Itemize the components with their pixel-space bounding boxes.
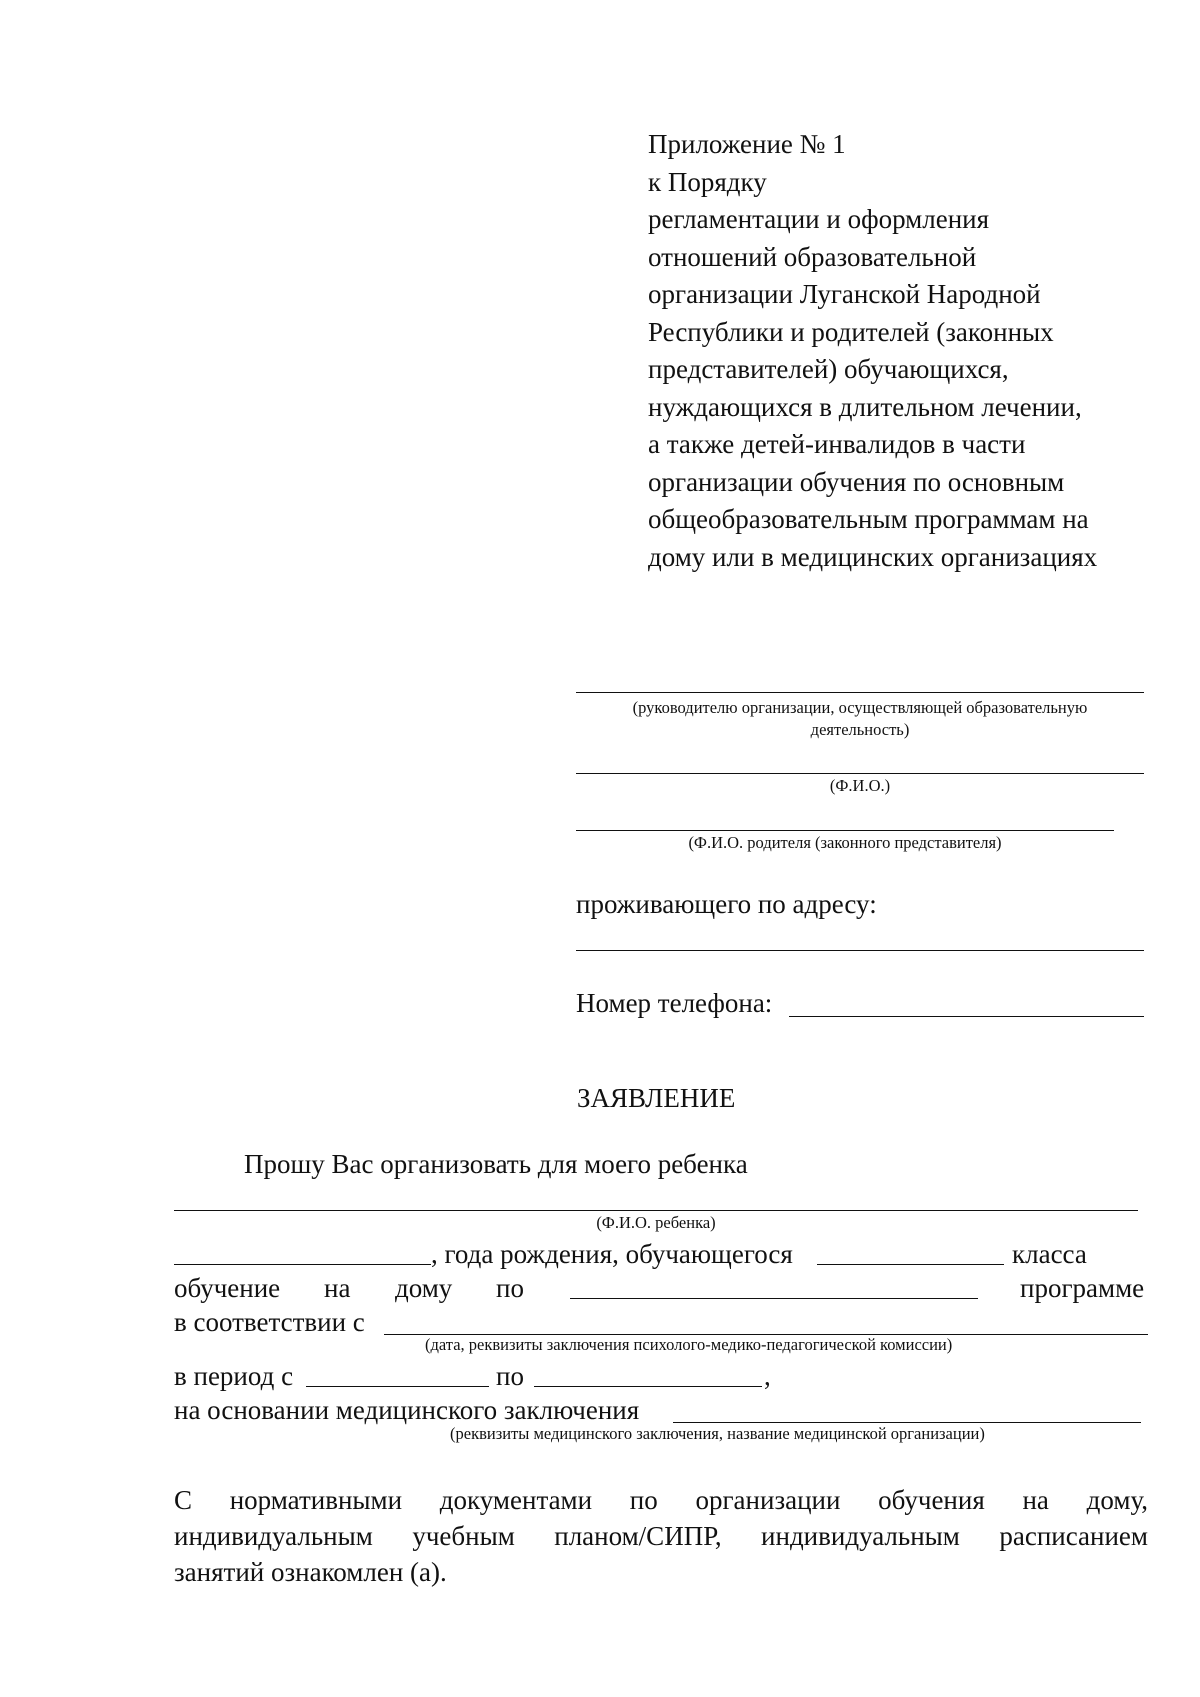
address-label: проживающего по адресу:	[576, 889, 877, 919]
appendix-line: Республики и родителей (законных	[648, 316, 1054, 347]
program-text: программе	[1020, 1273, 1145, 1303]
phone-line[interactable]	[789, 1016, 1144, 1017]
head-name-line[interactable]	[576, 692, 1144, 693]
appendix-line: регламентации и оформления	[648, 204, 990, 234]
birth-year-line[interactable]	[174, 1264, 431, 1265]
class-text: класса	[1012, 1239, 1087, 1269]
ack-line: индивидуальным учебным планом/СИПР, индивидуальным расписанием	[174, 1521, 1148, 1551]
appendix-line: нуждающихся в длительном лечении,	[648, 391, 1082, 422]
head-caption-line: деятельность)	[810, 720, 910, 739]
training-word: по	[496, 1273, 524, 1303]
head-fio-line[interactable]	[576, 773, 1144, 774]
appendix-line: к Порядку	[648, 166, 767, 197]
head-caption	[576, 697, 1144, 741]
period-end-punct: ,	[764, 1361, 771, 1391]
training-word: дому	[395, 1273, 453, 1303]
period-to-line[interactable]	[534, 1386, 762, 1387]
head-fio-caption: (Ф.И.О.)	[829, 776, 891, 795]
period-from-text: в период с	[174, 1361, 294, 1391]
appendix-block	[648, 126, 1097, 576]
appendix-line: Приложение № 1	[648, 129, 846, 159]
appendix-line: организации Луганской Народной	[648, 279, 1041, 309]
appendix-line: общеобразовательным программам на	[648, 504, 1089, 534]
appendix-line: отношений образовательной	[648, 241, 977, 272]
document-title: ЗАЯВЛЕНИЕ	[577, 1083, 736, 1113]
training-word: на	[324, 1273, 351, 1303]
appendix-line: организации обучения по основным	[648, 466, 1065, 497]
parent-fio-caption: (Ф.И.О. родителя (законного представителя)	[688, 833, 1002, 852]
appendix-line: дому или в медицинских организациях	[648, 541, 1098, 572]
period-to-text: по	[496, 1361, 524, 1391]
class-line[interactable]	[817, 1264, 1004, 1265]
parent-fio-line[interactable]	[576, 830, 1114, 831]
period-from-line[interactable]	[306, 1386, 489, 1387]
phone-label: Номер телефона:	[576, 988, 773, 1018]
commission-caption: (дата, реквизиты заключения психолого-медико-педагогической комиссии)	[425, 1335, 953, 1354]
child-fio-line[interactable]	[174, 1210, 1138, 1211]
child-fio-caption: (Ф.И.О. ребенка)	[596, 1213, 716, 1232]
address-line[interactable]	[576, 950, 1144, 951]
appendix-line: представителей) обучающихся,	[648, 354, 1009, 384]
birth-year-text: , года рождения, обучающегося	[431, 1239, 793, 1269]
appendix-line: а также детей-инвалидов в части	[648, 429, 1026, 459]
medical-caption: (реквизиты медицинского заключения, название медицинской организации)	[450, 1424, 985, 1443]
head-caption-line: (руководителю организации, осуществляющей образовательную	[632, 698, 1088, 717]
request-line: Прошу Вас организовать для моего ребенка	[244, 1149, 748, 1179]
ack-last-line: занятий ознакомлен (а).	[174, 1557, 447, 1587]
training-word: обучение	[174, 1273, 281, 1303]
program-line[interactable]	[570, 1298, 978, 1299]
accordance-text: в соответствии с	[174, 1307, 365, 1337]
ack-line: С нормативными документами по организации обучения на дому,	[174, 1485, 1148, 1515]
medical-basis-text: на основании медицинского заключения	[174, 1395, 640, 1425]
